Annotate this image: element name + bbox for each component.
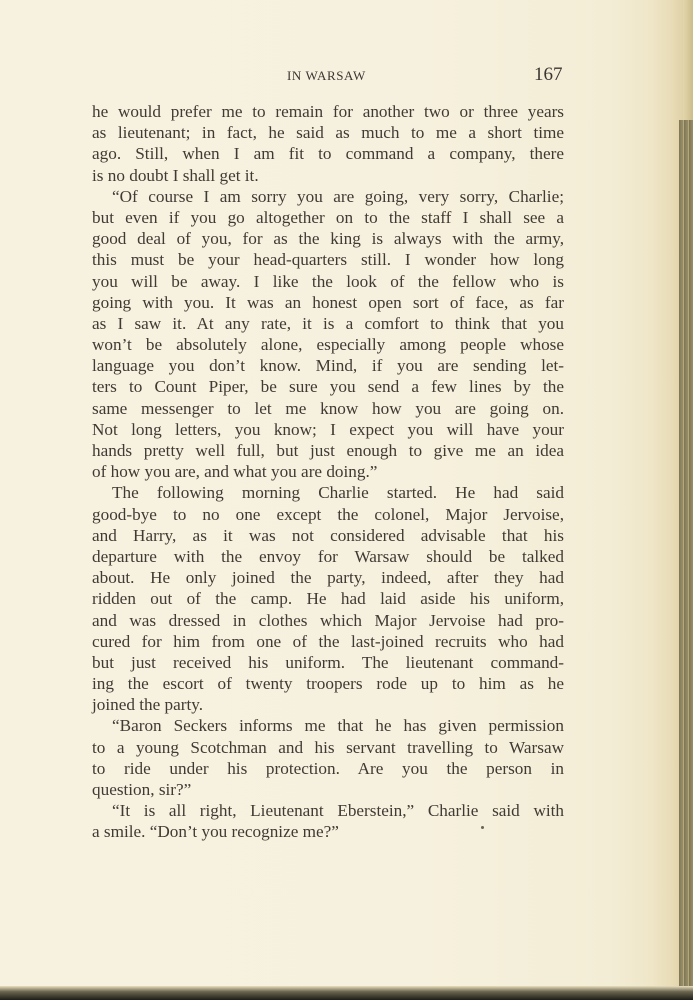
page-edge-shadow: [679, 120, 693, 1000]
text-line: hands pretty well full, but just enough to give me an idea: [92, 441, 564, 460]
text-line: question, sir?”: [92, 780, 192, 799]
text-line: this must be your head-quarters still. I wonder how long: [92, 250, 564, 270]
running-head: [0, 64, 693, 88]
text-line: good deal of you, for as the king is always with the army,: [92, 229, 564, 249]
page-edge-top: [683, 0, 693, 120]
text-line: you will be away. I like the look of the fellow who is: [92, 271, 564, 291]
text-line: departure with the envoy for Warsaw should be talked: [92, 546, 564, 566]
text-line: cured for him from one of the last-joined recruits who had: [92, 631, 564, 651]
text-line: a smile. “Don’t you recognize me?”: [92, 822, 339, 842]
text-line: language you don’t know. Mind, if you are sending let-: [92, 356, 564, 376]
text-line: about. He only joined the party, indeed, after they had: [92, 568, 564, 588]
text-line: same messenger to let me know how you are going on.: [92, 398, 564, 418]
text-line: as I saw it. At any rate, it is a comfort to think that you: [92, 313, 564, 333]
text-line: but just received his uniform. The lieutenant command-: [92, 652, 564, 672]
text-line: he would prefer me to remain for another two or three years: [92, 102, 564, 121]
text-line: to ride under his protection. Are you the person in: [92, 758, 564, 778]
scan-bottom-edge: [0, 986, 693, 1000]
text-line: The following morning Charlie started. He had said: [112, 483, 564, 503]
text-line: ters to Count Piper, be sure you send a few lines by the: [92, 377, 564, 397]
text-line: joined the party.: [92, 695, 204, 715]
text-line: ridden out of the camp. He had laid aside his uniform,: [92, 589, 564, 609]
body-text: [92, 101, 564, 843]
text-line: and Harry, as it was not considered advisable that his: [92, 525, 564, 545]
text-line: ago. Still, when I am fit to command a company, there: [92, 144, 564, 164]
text-line: “Baron Seckers informs me that he has given permission: [112, 716, 564, 736]
text-line: won’t be absolutely alone, especially among people whose: [92, 335, 564, 355]
text-line: “Of course I am sorry you are going, very sorry, Charlie;: [112, 186, 564, 206]
running-head-title: IN WARSAW: [287, 68, 366, 83]
text-line: to a young Scotchman and his servant travelling to Warsaw: [92, 737, 564, 757]
text-line: “It is all right, Lieutenant Eberstein,” Charlie said with: [112, 801, 564, 821]
text-line: good-bye to no one except the colonel, Major Jervoise,: [92, 504, 564, 524]
text-line: as lieutenant; in fact, he said as much to me a short time: [92, 123, 564, 143]
text-line: ing the escort of twenty troopers rode up to him as he: [92, 674, 564, 694]
text-line: going with you. It was an honest open sort of face, as far: [92, 292, 564, 312]
page-number: 167: [534, 64, 563, 85]
text-line: Not long letters, you know; I expect you will have your: [92, 419, 564, 439]
text-line: and was dressed in clothes which Major Jervoise had pro-: [92, 610, 564, 630]
text-line: is no doubt I shall get it.: [92, 165, 259, 185]
text-line: of how you are, and what you are doing.”: [92, 462, 378, 482]
text-line: but even if you go altogether on to the staff I shall see a: [92, 207, 564, 227]
ink-speck: [481, 826, 484, 829]
